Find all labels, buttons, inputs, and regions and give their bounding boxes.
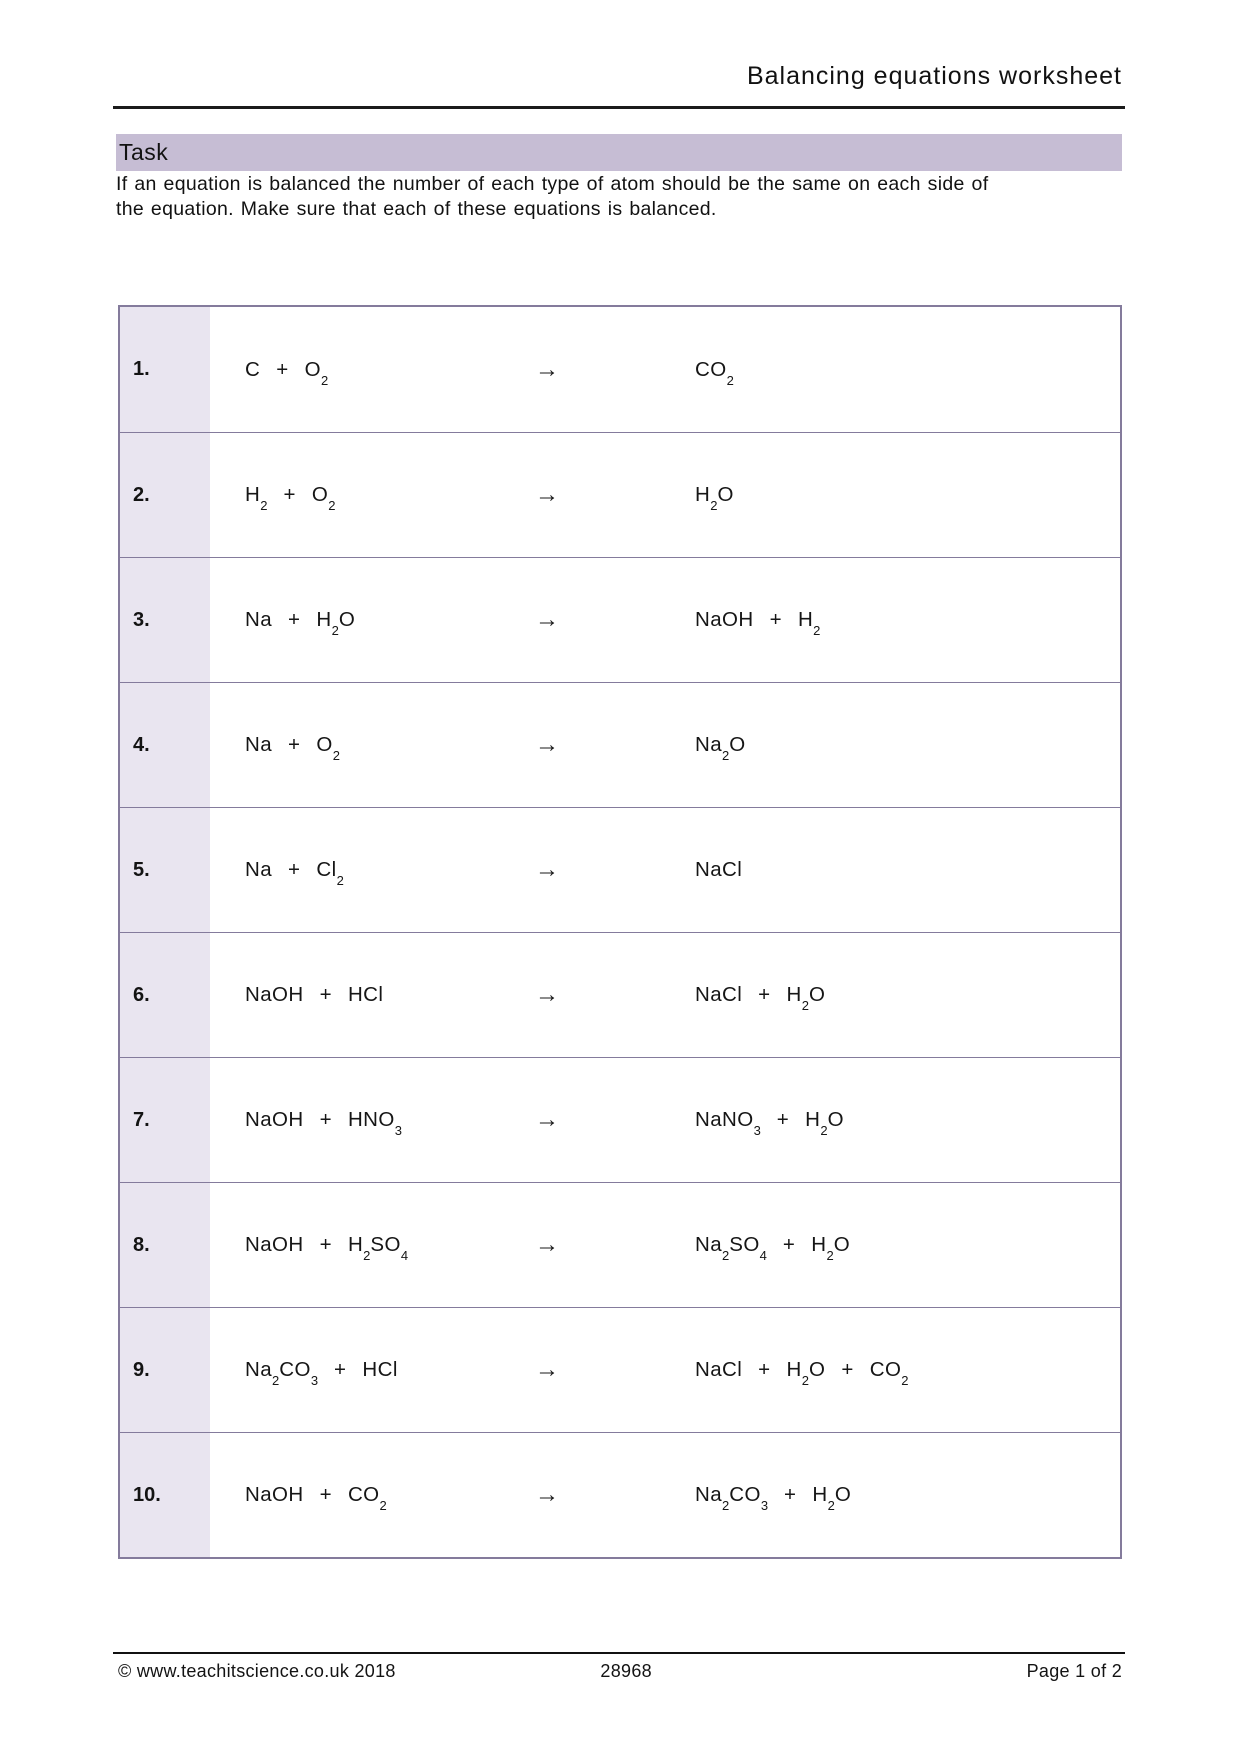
- plus-operator: +: [782, 1233, 796, 1256]
- chemical-formula: $HNO_3$: [347, 1108, 402, 1139]
- chemical-formula: $H_2$: [245, 483, 268, 514]
- equation-right-side: [695, 683, 1120, 807]
- row-number: 10.: [120, 1433, 210, 1557]
- equation-right-side: [695, 933, 1120, 1057]
- reaction-arrow-icon: →: [535, 856, 559, 883]
- chemical-formula: $CO_2$: [869, 1358, 909, 1389]
- equation-left-side: [210, 1308, 535, 1432]
- reaction-arrow-icon: →: [535, 1106, 559, 1133]
- plus-operator: +: [841, 1358, 854, 1381]
- task-heading-bar: [116, 134, 1122, 171]
- chemical-formula: HCl: [362, 1358, 398, 1381]
- instructions: [116, 172, 1116, 222]
- footer-resource-id: 28968: [600, 1661, 652, 1681]
- chemical-formula: $O_2$: [304, 357, 329, 388]
- row-number: 5.: [120, 808, 210, 932]
- plus-operator: +: [319, 1108, 332, 1131]
- instructions-line-1: If an equation is balanced the number of each type of atom should be the same on each side of: [116, 173, 989, 195]
- chemical-formula: $H_2O$: [786, 1358, 826, 1389]
- equation-row: [120, 307, 1120, 432]
- chemical-formula: $CO_2$: [347, 1483, 387, 1514]
- footer-copyright: © www.teachitscience.co.uk 2018: [118, 1661, 396, 1681]
- row-number: 3.: [120, 558, 210, 682]
- row-number: 7.: [120, 1058, 210, 1182]
- equation-row: [120, 1057, 1120, 1182]
- plus-operator: +: [288, 733, 301, 756]
- equation-right-side: [695, 307, 1120, 432]
- plus-operator: +: [776, 1108, 790, 1131]
- plus-operator: +: [276, 357, 289, 381]
- equation-left-side: [210, 307, 535, 432]
- equation-right-side: [695, 558, 1120, 682]
- equation-row: [120, 1307, 1120, 1432]
- chemical-formula: $Na_2CO_3$: [695, 1483, 769, 1514]
- plus-operator: +: [288, 858, 301, 881]
- chemical-formula: NaNO$_3$: [695, 1108, 761, 1139]
- plus-operator: +: [319, 1233, 332, 1256]
- plus-operator: +: [769, 608, 782, 631]
- chemical-formula: NaOH: [695, 608, 754, 631]
- row-number: 9.: [120, 1308, 210, 1432]
- chemical-formula: $H_2O$: [786, 983, 826, 1014]
- equation-left-side: [210, 1433, 535, 1557]
- chemical-formula: NaOH: [245, 1483, 304, 1506]
- chemical-formula: NaOH: [245, 1233, 304, 1256]
- chemical-formula: Na: [245, 858, 273, 881]
- equation-right-side: [695, 1183, 1120, 1307]
- chemical-formula: $O_2$: [316, 733, 340, 764]
- plus-operator: +: [334, 1358, 347, 1381]
- equation-row: [120, 432, 1120, 557]
- reaction-arrow-icon: →: [535, 355, 559, 383]
- row-number: 6.: [120, 933, 210, 1057]
- equation-right-side: [695, 1308, 1120, 1432]
- row-number: 8.: [120, 1183, 210, 1307]
- chemical-formula: $H_2O$: [812, 1483, 852, 1514]
- chemical-formula: $Na_2CO_3$: [245, 1358, 319, 1389]
- equation-row: [120, 1432, 1120, 1557]
- equation-right-side: [695, 433, 1120, 557]
- chemical-formula: NaCl: [695, 858, 743, 881]
- chemical-formula: $H_2$: [797, 608, 821, 639]
- chemical-formula: Na: [245, 608, 273, 631]
- equation-right-side: [695, 1433, 1120, 1557]
- equation-left-side: [210, 933, 535, 1057]
- chemical-formula: $H_2O$: [805, 1108, 844, 1139]
- row-number: 4.: [120, 683, 210, 807]
- chemical-formula: $H_2O$: [695, 483, 734, 514]
- page-title: Balancing equations worksheet: [746, 62, 1122, 90]
- equation-row: [120, 932, 1120, 1057]
- plus-operator: +: [283, 483, 296, 506]
- equation-row: [120, 557, 1120, 682]
- chemical-formula: $H_2SO_4$: [347, 1233, 409, 1264]
- footer-rule: [113, 1652, 1125, 1654]
- task-heading: Task: [119, 139, 169, 165]
- reaction-arrow-icon: →: [535, 731, 559, 758]
- chemical-formula: $Na_2O$: [695, 733, 746, 764]
- chemical-formula: NaOH: [245, 983, 304, 1006]
- row-number: 1.: [120, 307, 210, 432]
- equation-row: [120, 682, 1120, 807]
- chemical-formula: HCl: [347, 983, 384, 1006]
- chemical-formula: $Na_2SO_4$: [695, 1233, 767, 1264]
- reaction-arrow-icon: →: [535, 481, 559, 508]
- header-rule: [113, 106, 1125, 109]
- chemical-formula: $H_2O$: [316, 608, 356, 639]
- equation-left-side: [210, 558, 535, 682]
- reaction-arrow-icon: →: [535, 981, 559, 1008]
- equation-left-side: [210, 1183, 535, 1307]
- chemical-formula: NaOH: [245, 1108, 304, 1131]
- chemical-formula: $Cl_2$: [316, 858, 344, 889]
- equation-right-side: [695, 808, 1120, 932]
- equation-left-side: [210, 1058, 535, 1182]
- equation-left-side: [210, 808, 535, 932]
- equation-left-side: [210, 433, 535, 557]
- reaction-arrow-icon: →: [535, 1481, 559, 1508]
- chemical-formula: NaCl: [695, 1358, 743, 1381]
- plus-operator: +: [319, 983, 332, 1006]
- chemical-formula: $CO_2$: [695, 357, 734, 388]
- plus-operator: +: [758, 1358, 771, 1381]
- equation-row: [120, 807, 1120, 932]
- chemical-formula: $H_2O$: [811, 1233, 851, 1264]
- instructions-line-2: the equation. Make sure that each of these equations is balanced.: [116, 198, 717, 220]
- equation-right-side: [695, 1058, 1120, 1182]
- chemical-formula: Na: [245, 733, 273, 756]
- equations-table: [118, 305, 1122, 1559]
- plus-operator: +: [784, 1483, 797, 1506]
- row-number: 2.: [120, 433, 210, 557]
- chemical-formula: NaCl: [695, 983, 743, 1006]
- chemical-formula: $O_2$: [311, 483, 336, 514]
- equation-left-side: [210, 683, 535, 807]
- equation-row: [120, 1182, 1120, 1307]
- reaction-arrow-icon: →: [535, 1356, 559, 1383]
- reaction-arrow-icon: →: [535, 606, 559, 633]
- reaction-arrow-icon: →: [535, 1231, 559, 1258]
- footer-page-number: Page 1 of 2: [1026, 1661, 1122, 1681]
- plus-operator: +: [758, 983, 771, 1006]
- page-footer: [118, 1661, 1122, 1685]
- plus-operator: +: [319, 1483, 332, 1506]
- plus-operator: +: [288, 608, 301, 631]
- chemical-formula: C: [245, 357, 261, 381]
